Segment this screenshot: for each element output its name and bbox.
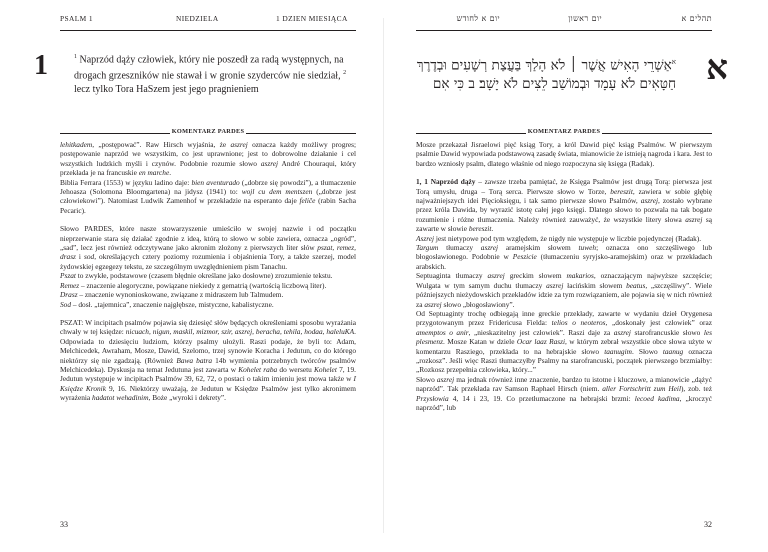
- page-number: 33: [60, 520, 68, 529]
- text-run: I Księdze Kronik: [60, 374, 356, 393]
- text-run: ma jednak również inne znaczenie, bardzo tu istotne i kluczowe, a mianowicie „dążyć naprzód”. Tak przekłada rav Samson Raphael Hirsch (niem.: [416, 374, 712, 394]
- commentary-column: [60, 140, 356, 403]
- commentary-title: [416, 128, 712, 138]
- text-run: aszrej: [436, 374, 455, 384]
- commentary-column: [416, 140, 712, 412]
- text-run: – zawsze trzeba pamiętać, że Księga Psalmów jest drugą Torą: pierwsza jest Torą umysłu, druga – Torą serca. Pierwsze słowo w Torze,: [416, 177, 712, 196]
- text-run: Ocar laaz Raszi: [516, 337, 566, 347]
- text-run: aszrej: [685, 214, 703, 224]
- commentary-paragraph: [60, 290, 356, 299]
- text-run: aszrej: [613, 327, 631, 337]
- text-run: („dobrze się powodzi”), a tłumaczenie Jehoasza (Solomona Bloomgartena) na jidysz (1941) to:: [60, 177, 356, 197]
- text-run: nicuach, nigun, maskil, mizmor, szir, aszrej, beracha, tehila, hodaa, haleluKA: [125, 327, 355, 337]
- text-run: starofrancuskie słowo: [630, 327, 704, 337]
- text-run: – znaczenie wynonioskowane, związane z midraszem lub Talmudem.: [77, 290, 284, 300]
- text-run: , zostało wybrane przez króla Dawida, by wyrazić istotę całej jego księgi. Dlatego słowo to pozwala na tak bogate rozumienie i różne tłumaczenia. Należy również zauważyć, że wszystkie litery słowa: [416, 196, 713, 224]
- text-run: aszrej: [424, 299, 442, 309]
- text-run: en marche: [138, 168, 170, 178]
- commentary-title-text: KOMENTARZ PARDES: [527, 128, 601, 135]
- commentary-paragraph: [416, 243, 712, 271]
- text-run: . Odpowiada to dziesięciu ludziom, którzy psalmy ułożyli. Raszi podaje, że byli to: Adam, Melchicedek, Awraham, Mosze, Dawid, Szelomo, trzej synowie Koracha i Jedutun, co do którego niektórzy się nie zgadzają. (Również: [60, 327, 357, 365]
- text-run: , „nieskazitelny jest człowiek”. Raszi daje za: [468, 327, 614, 337]
- text-run: hadatot wehadinim: [92, 393, 149, 403]
- text-run: do wersetu: [277, 364, 315, 374]
- text-run: sod: [84, 252, 95, 262]
- text-run: Pszat: [60, 271, 76, 281]
- text-run: , „postępować”. Raw Hirsch wyjaśnia, że: [92, 140, 231, 149]
- text-run: wojl cu dem mentszen: [241, 187, 313, 197]
- text-run: 1, 1 Naprzód dąży: [416, 177, 476, 187]
- text-run: Biblia Ferrara (1553) w języku ladino daje:: [60, 177, 192, 187]
- commentary-paragraph: [416, 234, 712, 243]
- text-run: , w którym zebrał wszystkie obce słowa użyte w komentarzu Rasziego, przekłada to na hebrajskie słowo: [416, 337, 712, 356]
- text-run: tłumaczy: [438, 243, 481, 253]
- verse-number: 1: [74, 54, 77, 60]
- text-run: telios o neoteros: [551, 318, 606, 328]
- text-run: .: [169, 168, 172, 178]
- text-run: bereszit: [468, 224, 492, 234]
- text-run: łacińskim słowem: [563, 280, 627, 290]
- text-run: oznacza każdy możliwy progres; postępowanie naprzód we wszystkim, co jest uprawnione; jest to dobrowolne działanie i cel wszystkich ludzkich myśli i czynów. Podobnie rozumie słowo: [60, 140, 356, 168]
- text-run: – znaczenie alegoryczne, powiązane niekiedy z gematrią (wartością liczbową liter).: [79, 280, 327, 290]
- text-run: („dobrze jest człowiekowi”). Natomiast Ludwik Zamenhof w przekładzie na esperanto daje: [60, 187, 357, 206]
- commentary-paragraph: [60, 224, 356, 271]
- text-run: pszat, remez, drasz: [60, 243, 356, 262]
- commentary-paragraph: [416, 140, 712, 168]
- commentary-paragraph: [60, 300, 356, 309]
- text-run: André Chouraqui, który przekłada je na francuskie: [60, 158, 356, 178]
- text-run: oznacza „rozkosz”. Jeśli więc Raszi tłumaczyłby Psalmy na starofrancuski, początek pierwszego brzmiałby: „Rozkosz przepełnia człowieka, który...”: [416, 346, 712, 375]
- text-run: Drasz: [60, 290, 78, 300]
- text-run: 14b wymienia potrzebnych twórców psalmów Melchicedeka). Dyskusja na temat Jedutuna jest zawarta w: [60, 355, 356, 374]
- text-run: ), zob. też: [680, 384, 712, 394]
- text-run: Kohelet raba: [238, 364, 278, 374]
- text-run: to zwykłe, podstawowe (czasem błędnie określane jako dosłowne) zrozumienie tekstu.: [75, 271, 333, 281]
- text-run: są zawarte w słowie: [416, 214, 712, 234]
- header-day: NIEDZIELA: [176, 14, 219, 23]
- text-run: lehitkadem: [60, 140, 93, 149]
- header-hebrew-psalm: תהלים א: [681, 14, 712, 23]
- text-run: Słowo: [416, 374, 437, 384]
- text-run: i: [75, 252, 84, 262]
- text-run: les plesmenz: [416, 327, 712, 347]
- header-month-day: 1 DZIEN MIESIĄCA: [276, 14, 348, 23]
- text-run: amemptos o anir: [416, 327, 469, 337]
- running-header-hebrew: [416, 14, 712, 28]
- commentary-paragraph: [416, 271, 712, 309]
- page-number: 32: [704, 520, 712, 529]
- text-run: taanug: [662, 346, 684, 356]
- hebrew-psalm-text: [416, 53, 676, 93]
- text-run: aszrej: [546, 280, 564, 290]
- commentary-paragraph: [416, 177, 712, 233]
- text-run: , „kroczyć naprzód”, lub: [416, 393, 712, 412]
- header-rule: [416, 30, 712, 31]
- commentary-paragraph: [60, 140, 356, 178]
- text-run: Remez: [60, 280, 80, 290]
- text-run: beatus: [626, 280, 646, 290]
- running-header: [60, 14, 356, 28]
- text-run: – dosł. „tajemnica”, znaczenie najgłębsze, mistyczne, kabalistyczne.: [71, 299, 274, 309]
- text-run: , Boże „wyroki i dekrety”.: [148, 393, 227, 403]
- commentary-title: [60, 128, 356, 138]
- psalm-translation: [74, 51, 364, 96]
- text-run: 4, 14 i 23, 19. Co przetłumaczone na hebrajski brzmi:: [448, 393, 635, 403]
- commentary-paragraph: [60, 318, 356, 403]
- commentary-title-text: KOMENTARZ PARDES: [171, 128, 245, 135]
- right-page: [384, 0, 768, 552]
- chapter-letter: א: [706, 48, 728, 88]
- commentary-paragraph: [60, 178, 356, 216]
- text-run: Mosze przekazał Jisraelowi pięć ksiąg Tory, a król Dawid pięć ksiąg Psalmów. W pierwszym psalmie Dawid wypowiada podstawową zasadę świata, mianowicie że istnieją nagroda i kara. Jest to bardzo wzniosły psalm, dlatego właśnie od niego rozpoczyna się księga (Radak).: [416, 140, 712, 168]
- text-run: jest nietypowe pod tym względem, że nigdy nie występuje w liczbie pojedynczej (Radak).: [434, 233, 702, 243]
- text-run: Bawa batra: [176, 355, 213, 365]
- text-run: aszrej: [640, 196, 658, 206]
- verse-number: 2: [343, 69, 347, 76]
- text-run: Słowo PARDES, które nasze stowarzyszenie umieściło w swojej nazwie i od początku nieprzerwanie stara się działać zgodnie z ideą, którą to słowo w sobie zawiera, oznacza „ogród”, „sad”, lecz jest również odczytywane jako akronim złożony z pierwszych liter słów: [60, 224, 356, 253]
- header-hebrew-day: יום א לחודש: [456, 14, 500, 23]
- text-run: Aszrej: [416, 233, 435, 243]
- text-run: aramejskim słowem: [498, 243, 579, 253]
- text-run: , „szczęśliwy”. Wiele późniejszych nieżydowskich przekładów idzie za tym rozwiązaniem, ale pojawia się w nich również za: [416, 280, 712, 309]
- text-run: , określających cztery poziomy rozumienia i objaśnienia Tory, a także szerzej, model żydowskiej egzegezy tekstu, ze szczególnym uwzględnieniem pism Tanachu.: [60, 252, 356, 271]
- chapter-number: 1: [34, 50, 48, 81]
- text-run: 9, 16. Niektórzy uważają, że Jedutun w Księdze Psalmów jest tylko akronimem wyrażenia: [60, 383, 356, 403]
- text-run: Peszicie: [512, 252, 537, 262]
- text-run: . Mosze Katan w dziele: [442, 337, 517, 347]
- text-run: Od Septuaginty trochę odbiegają inne greckie przekłady, zawarte w wydaniu dzieł Orygenesa przygotowanym przez Fridericusa Fielda:: [416, 308, 712, 328]
- header-hebrew-weekday: יום ראשון: [568, 14, 602, 23]
- text-run: słowo „błogosławiony”.: [441, 299, 515, 309]
- text-run: makarios: [566, 271, 594, 281]
- text-run: aszrej: [480, 243, 499, 253]
- verse-text: lecz tylko Tora HaSzem jest jego pragnieniem: [74, 83, 259, 95]
- text-run: ; oznacza ono szczęśliwego lub błogosławionego. Podobnie w: [416, 243, 712, 262]
- text-run: feliĉe: [299, 196, 316, 206]
- text-run: bien aventurado: [191, 177, 240, 187]
- text-run: lecoed kadima: [634, 393, 680, 403]
- text-run: , oznaczającym najwyższe szczęście; Wulgata w tym samym duchu tłumaczy: [416, 271, 712, 290]
- commentary-paragraph: [60, 281, 356, 290]
- text-run: bereszit: [610, 186, 633, 196]
- hebrew-line: $^א$אַשְׁרֵי הָאִישׁ אֲשֶׁר ׀ לֹא הָלַךְ בַּעֲצַת רְשָׁעִים וּבְדֶרֶךְ: [416, 57, 676, 74]
- commentary-paragraph: [60, 271, 356, 280]
- text-run: (tłumaczeniu syryjsko-aramejskim) oraz w przekładach arabskich.: [416, 252, 712, 271]
- text-run: taanugim: [604, 346, 632, 356]
- text-run: Septuaginta tłumaczy: [416, 271, 488, 281]
- header-psalm: PSALM 1: [60, 14, 93, 23]
- commentary-paragraph: [416, 375, 712, 413]
- text-run: aszrej: [260, 158, 279, 168]
- hebrew-verse-mark: א: [671, 58, 676, 66]
- text-run: , zawiera w sobie głębię najważniejszych idei Pięcioksięgu, i tak samo pierwsze słowo Psalmów,: [416, 186, 712, 206]
- text-run: .: [491, 224, 494, 234]
- text-run: aszrej: [230, 140, 248, 149]
- commentary-paragraph: [416, 309, 712, 375]
- text-run: (rabin Sacha Pecaric).: [60, 196, 356, 215]
- text-run: aller Fortschritt zum Heil: [602, 384, 681, 394]
- text-run: , „doskonały jest człowiek” oraz: [605, 318, 712, 328]
- text-run: greckim słowem: [504, 271, 567, 281]
- text-run: Targum: [416, 243, 439, 253]
- text-run: Sod: [60, 299, 72, 309]
- verse-text: Naprzód dąży człowiek, który nie poszedł za radą występnych, na drogach grzeszników nie stawał i w gronie szyderców nie siedział,: [74, 54, 344, 82]
- hebrew-line: חַטָּאִים לֹא עָמָד וּבְמוֹשַׁב לֵצִים לֹא יָשָׁב׃ ב כִּי אִם: [432, 75, 676, 92]
- text-run: tuweh: [578, 243, 597, 253]
- text-run: . Słowo: [631, 346, 663, 356]
- text-run: Kohelet: [314, 364, 337, 374]
- text-run: PSZAT: W incipitach psalmów pojawia się dziesięć słów będących określeniami sposobu wyrażania chwały w tej księdze:: [60, 317, 356, 337]
- text-run: Przysłowia: [416, 393, 449, 403]
- text-run: 7, 19. Jedutun występuje w incipitach Psalmów 39, 62, 72, o postaci o takim imieniu jest mowa także w: [60, 364, 356, 384]
- text-run: aszrej: [487, 271, 505, 281]
- header-rule: [60, 30, 356, 31]
